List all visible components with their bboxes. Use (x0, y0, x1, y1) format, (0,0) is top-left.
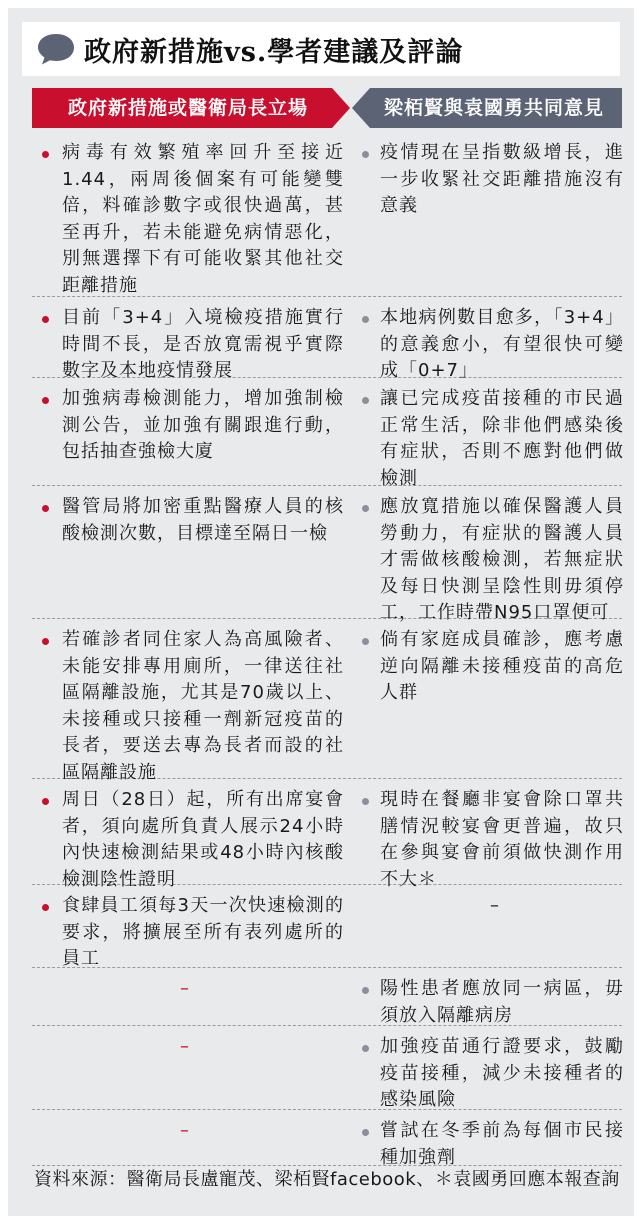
table-row (32, 779, 624, 890)
government-measure: 周日（28日）起，所有出席宴會者，須向處所負責人展示24小時內快速檢測結果或48小時內核酸檢測陰性證明 (62, 789, 344, 890)
table-row (32, 132, 622, 297)
table-row (32, 619, 624, 783)
bullet-icon (42, 638, 49, 645)
table-row (32, 885, 622, 968)
header-government (32, 88, 350, 128)
table-row (32, 378, 624, 489)
source-note: 資料來源：醫衛局長盧寵茂、梁栢賢facebook、＊袁國勇回應本報查詢 (34, 1169, 620, 1190)
bullet-icon (362, 987, 369, 994)
bullet-icon (42, 798, 49, 805)
expert-opinion: 疫情現在呈指數級增長，進一步收緊社交距離措施沒有意義 (380, 142, 624, 216)
table-row (32, 1110, 622, 1166)
empty-dash: – (180, 1036, 189, 1057)
bullet-icon (362, 1045, 369, 1052)
bullet-icon (42, 904, 49, 911)
bullet-icon (42, 397, 49, 404)
government-measure: 目前「3+4」入境檢疫措施實行時間不長，是否放寬需視乎實際數字及本地疫情發展 (62, 307, 344, 381)
government-measure: 加強病毒檢測能力，增加強制檢測公告，並加強有關跟進行動，包括抽查強檢大廈 (62, 388, 344, 462)
header-experts (352, 88, 622, 128)
comparison-table (32, 132, 622, 1166)
bullet-icon (362, 798, 369, 805)
government-measure: 醫管局將加密重點醫療人員的核酸檢測次數，目標達至隔日一檢 (62, 496, 344, 544)
header-government-label: 政府新措施或醫衛局長立場 (68, 97, 309, 119)
table-row (32, 968, 622, 1026)
expert-opinion: 倘有家庭成員確診，應考慮逆向隔離未接種疫苗的高危人群 (380, 629, 624, 703)
header-experts-label: 梁栢賢與袁國勇共同意見 (384, 97, 605, 119)
title-bar (22, 22, 620, 76)
table-row (32, 486, 624, 623)
bullet-icon (362, 151, 369, 158)
government-measure: 食肆員工須每3天一次快速檢測的要求，將擴展至所有表列處所的員工 (62, 895, 344, 969)
bullet-icon (362, 638, 369, 645)
bullet-icon (362, 1129, 369, 1136)
bullet-icon (42, 505, 49, 512)
expert-opinion: 陽性患者應放同一病區，毋須放入隔離病房 (380, 978, 624, 1026)
table-row (32, 297, 624, 381)
page-title: 政府新措施vs.學者建議及評論 (84, 36, 464, 68)
government-measure: 病毒有效繁殖率回升至接近1.44，兩周後個案有可能變雙倍，料確診數字或很快過萬，甚至再升，若未能避免病情惡化，別無選擇下有可能收緊其他社交距離措施 (62, 142, 344, 296)
expert-opinion: 嘗試在冬季前為每個市民接種加強劑 (380, 1120, 624, 1168)
infographic (8, 8, 634, 1216)
bullet-icon (362, 397, 369, 404)
empty-dash: – (180, 978, 189, 999)
expert-opinion: 加強疫苗通行證要求，鼓勵疫苗接種，減少未接種者的感染風險 (380, 1036, 624, 1110)
bullet-icon (362, 505, 369, 512)
expert-opinion: 現時在餐廳非宴會除口罩共膳情況較宴會更普遍，故只在參與宴會前須做快測作用不大＊ (380, 789, 624, 890)
expert-opinion: 本地病例數目愈多，「3+4」的意義愈小，有望很快可變成「0+7」 (380, 307, 624, 381)
expert-opinion: 應放寬措施以確保醫護人員勞動力，有症狀的醫護人員才需做核酸檢測，若無症狀及每日快測呈陰性則毋須停工，工作時帶N95口罩便可 (380, 496, 624, 623)
speech-bubble-icon (36, 32, 76, 66)
empty-dash: – (180, 1120, 189, 1141)
bullet-icon (42, 151, 49, 158)
expert-opinion: 讓已完成疫苗接種的市民過正常生活，除非他們感染後有症狀，否則不應對他們做檢測 (380, 388, 624, 489)
bullet-icon (362, 316, 369, 323)
bullet-icon (42, 316, 49, 323)
table-row (32, 1026, 622, 1110)
empty-dash: – (490, 895, 499, 916)
government-measure: 若確診者同住家人為高風險者、未能安排專用廁所，一律送往社區隔離設施，尤其是70歲以上、未接種或只接種一劑新冠疫苗的長者，要送去專為長者而設的社區隔離設施 (62, 629, 344, 783)
